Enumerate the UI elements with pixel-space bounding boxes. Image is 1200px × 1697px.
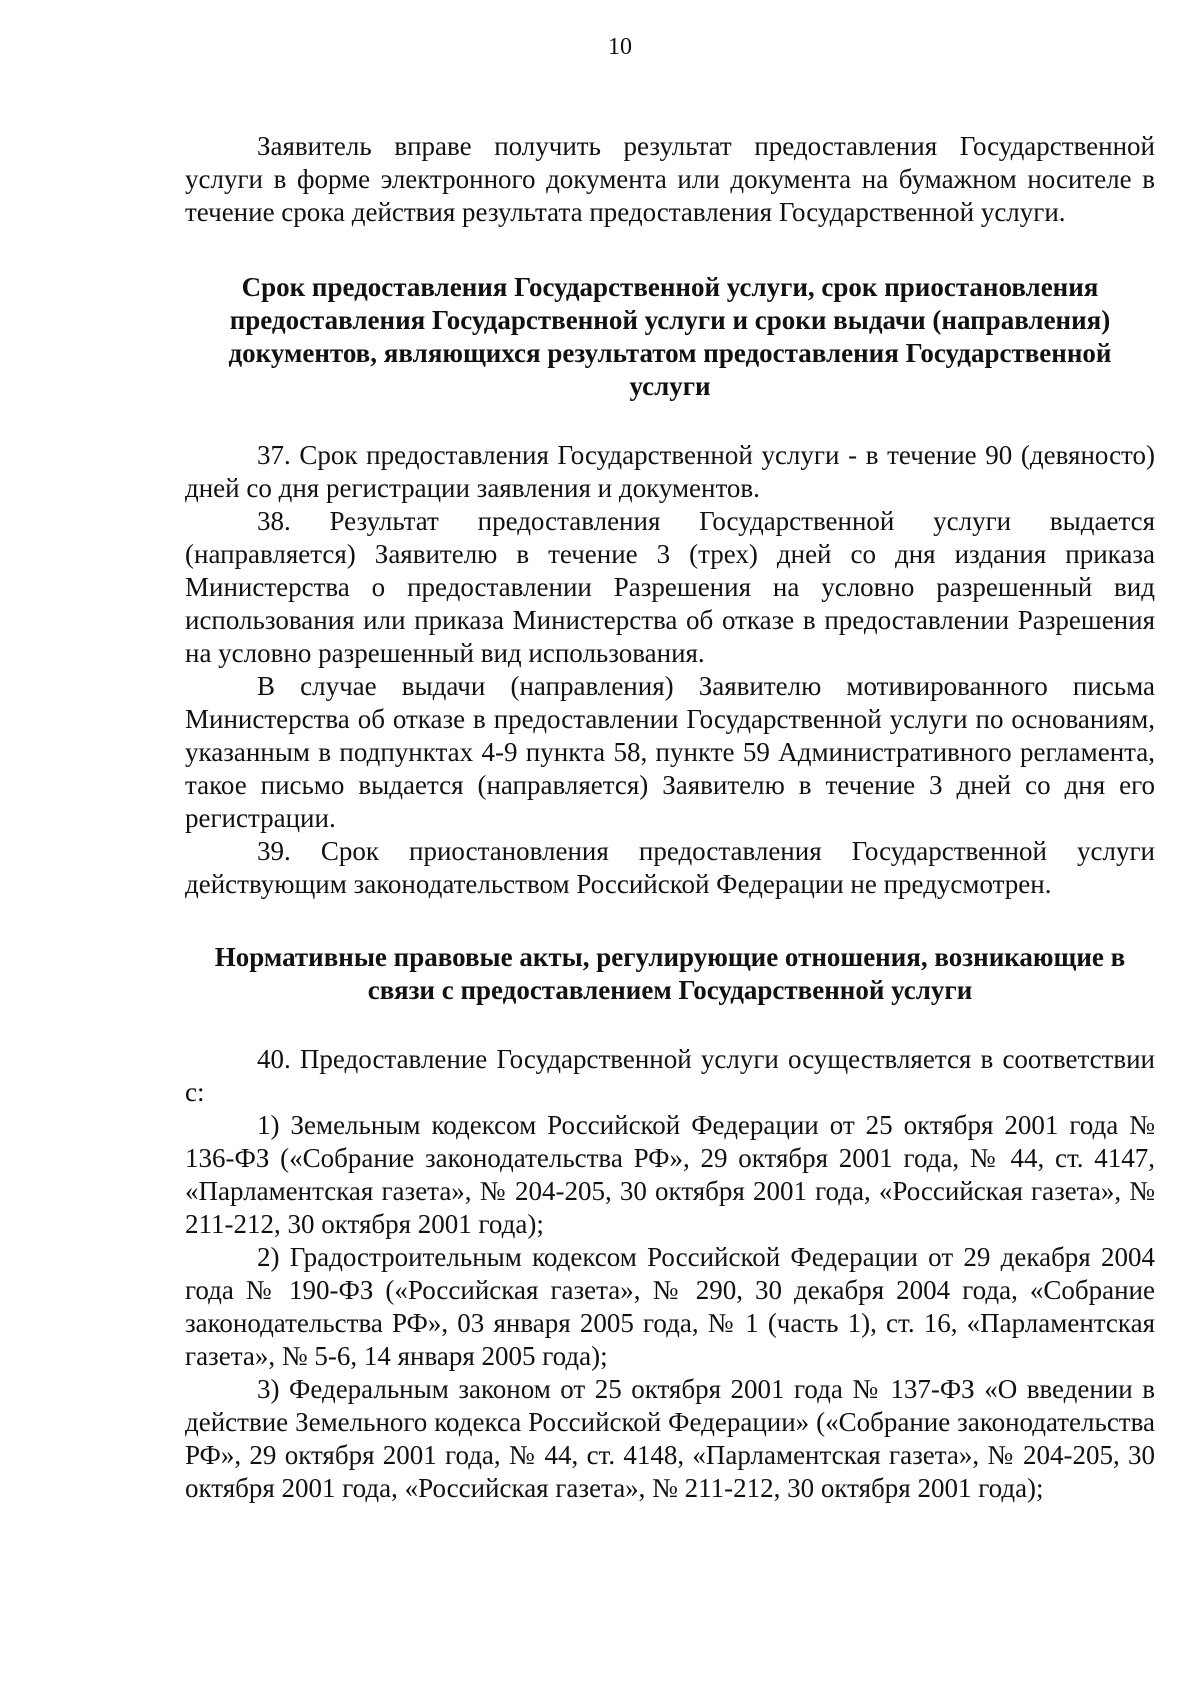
section-heading-legal-acts: Нормативные правовые акты, регулирующие отношения, возникающие в связи с предоставлением Государственной услуги [214, 942, 1126, 1005]
intro-paragraph: Заявитель вправе получить результат предоставления Государственной услуги в форме электронного документа или документа на бумажном носителе в течение срока действия результата предоставления Государственной услуги. [185, 131, 1155, 227]
list-item-urban-planning-code: 2) Градостроительным кодексом Российской Федерации от 29 декабря 2004 года № 190-ФЗ («Российская газета», № 290, 30 декабря 2004 года, «Собрание законодательства РФ», 03 января 2005 года, № 1 (часть 1), ст. 16, «Парламентская газета», № 5-6, 14 января 2005 года); [185, 1242, 1155, 1371]
paragraph-39: 39. Срок приостановления предоставления Государственной услуги действующим законодательством Российской Федерации не предусмотрен. [185, 836, 1155, 899]
document-body [185, 130, 1155, 1505]
paragraph-40: 40. Предоставление Государственной услуги осуществляется в соответствии с: [185, 1044, 1155, 1107]
paragraph-37: 37. Срок предоставления Государственной услуги - в течение 90 (девяносто) дней со дня регистрации заявления и документов. [185, 440, 1155, 503]
paragraph-38: 38. Результат предоставления Государственной услуги выдается (направляется) Заявителю в течение 3 (трех) дней со дня издания приказа Министерства о предоставлении Разрешения на условно разрешенный вид использования или приказа Министерства об отказе в предоставлении Разрешения на условно разрешенный вид использования. [185, 506, 1155, 668]
paragraph-38-refusal: В случае выдачи (направления) Заявителю мотивированного письма Министерства об отказе в предоставлении Государственной услуги по основаниям, указанным в подпунктах 4-9 пункта 58, пункте 59 Административного регламента, такое письмо выдается (направляется) Заявителю в течение 3 дней со дня его регистрации. [185, 671, 1155, 833]
list-item-land-code: 1) Земельным кодексом Российской Федерации от 25 октября 2001 года № 136-ФЗ («Собрание законодательства РФ», 29 октября 2001 года, № 44, ст. 4147, «Парламентская газета», № 204-205, 30 октября 2001 года, «Российская газета», № 211-212, 30 октября 2001 года); [185, 1110, 1155, 1239]
section-heading-term: Срок предоставления Государственной услуги, срок приостановления предоставления Государственной услуги и сроки выдачи (направления) документов, являющихся результатом предоставления Государственной услуги [228, 272, 1112, 401]
list-item-federal-law-137: 3) Федеральным законом от 25 октября 2001 года № 137-ФЗ «О введении в действие Земельного кодекса Российской Федерации» («Собрание законодательства РФ», 29 октября 2001 года, № 44, ст. 4148, «Парламентская газета», № 204-205, 30 октября 2001 года, «Российская газета», № 211-212, 30 октября 2001 года); [185, 1374, 1155, 1503]
page-number: 10 [608, 34, 632, 60]
